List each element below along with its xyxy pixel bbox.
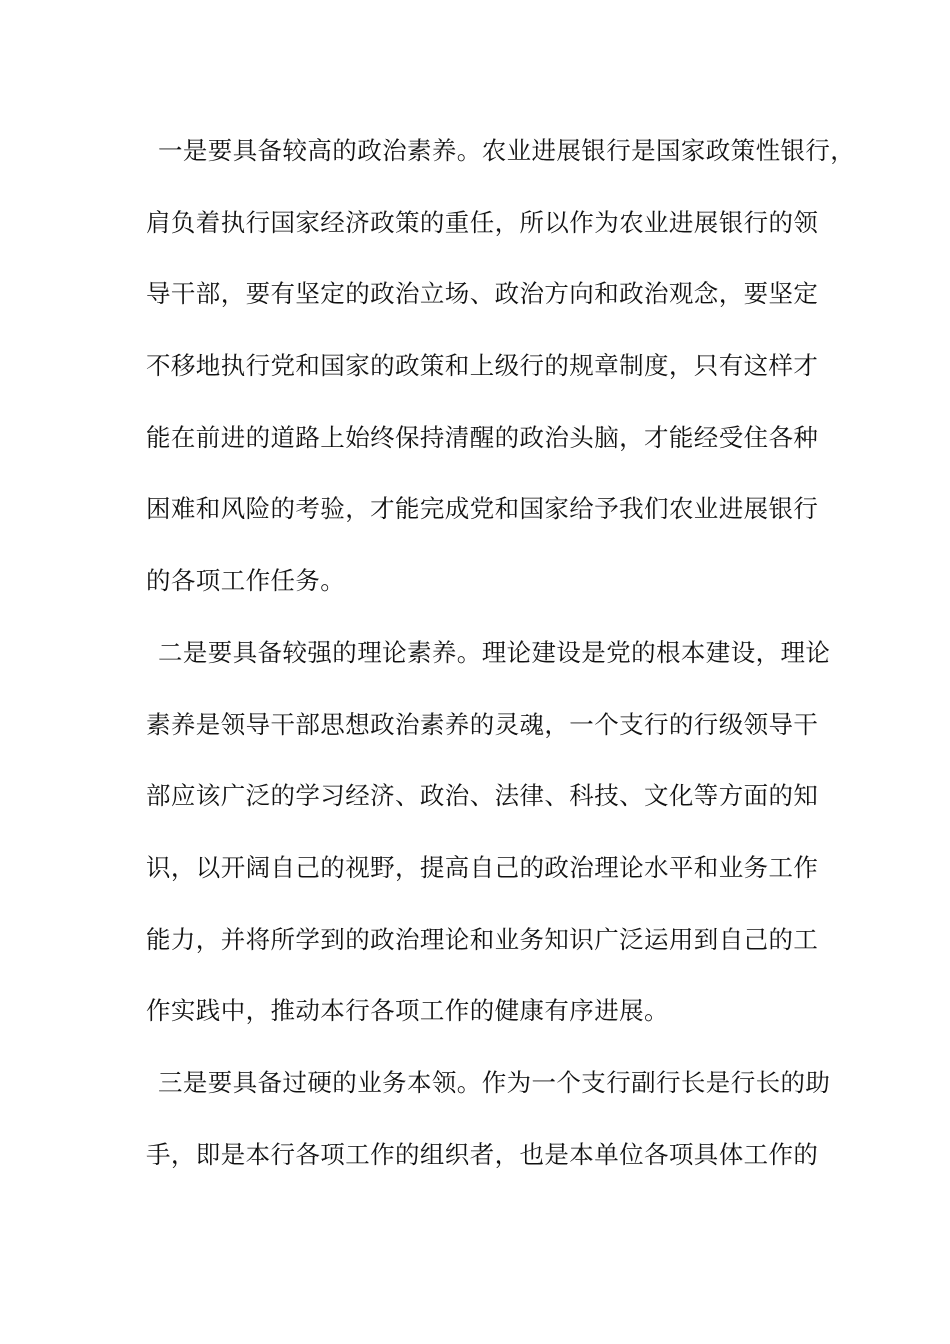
- paragraph-1-line-2: 肩负着执行国家经济政策的重任，所以作为农业进展银行的领: [146, 207, 819, 237]
- paragraph-2-line-4: 识，以开阔自己的视野，提高自己的政治理论水平和业务工作: [146, 852, 819, 882]
- paragraph-1-line-1: 一是要具备较高的政治素养。农业进展银行是国家政策性银行，: [158, 136, 856, 165]
- document-body: [146, 136, 856, 1212]
- paragraph-1-line-3: 导干部，要有坚定的政治立场、政治方向和政治观念，要坚定: [146, 279, 819, 309]
- paragraph-2-line-5: 能力，并将所学到的政治理论和业务知识广泛运用到自己的工: [146, 924, 819, 954]
- paragraph-1-line-7: 的各项工作任务。: [146, 566, 346, 596]
- paragraph-2-line-3: 部应该广泛的学习经济、政治、法律、科技、文化等方面的知: [146, 781, 819, 811]
- paragraph-2-line-2: 素养是领导干部思想政治素养的灵魂，一个支行的行级领导干: [146, 709, 819, 739]
- paragraph-1-line-4: 不移地执行党和国家的政策和上级行的规章制度，只有这样才: [146, 351, 819, 381]
- paragraph-2-line-6: 作实践中，推动本行各项工作的健康有序进展。: [146, 996, 669, 1026]
- paragraph-1-line-5: 能在前进的道路上始终保持清醒的政治头脑，才能经受住各种: [146, 422, 819, 452]
- paragraph-3-line-1: 三是要具备过硬的业务本领。作为一个支行副行长是行长的助: [158, 1067, 831, 1097]
- paragraph-3-line-2: 手，即是本行各项工作的组织者，也是本单位各项具体工作的: [146, 1139, 819, 1169]
- paragraph-1-line-6: 困难和风险的考验，才能完成党和国家给予我们农业进展银行: [146, 494, 819, 524]
- paragraph-2-line-1: 二是要具备较强的理论素养。理论建设是党的根本建设，理论: [158, 637, 831, 667]
